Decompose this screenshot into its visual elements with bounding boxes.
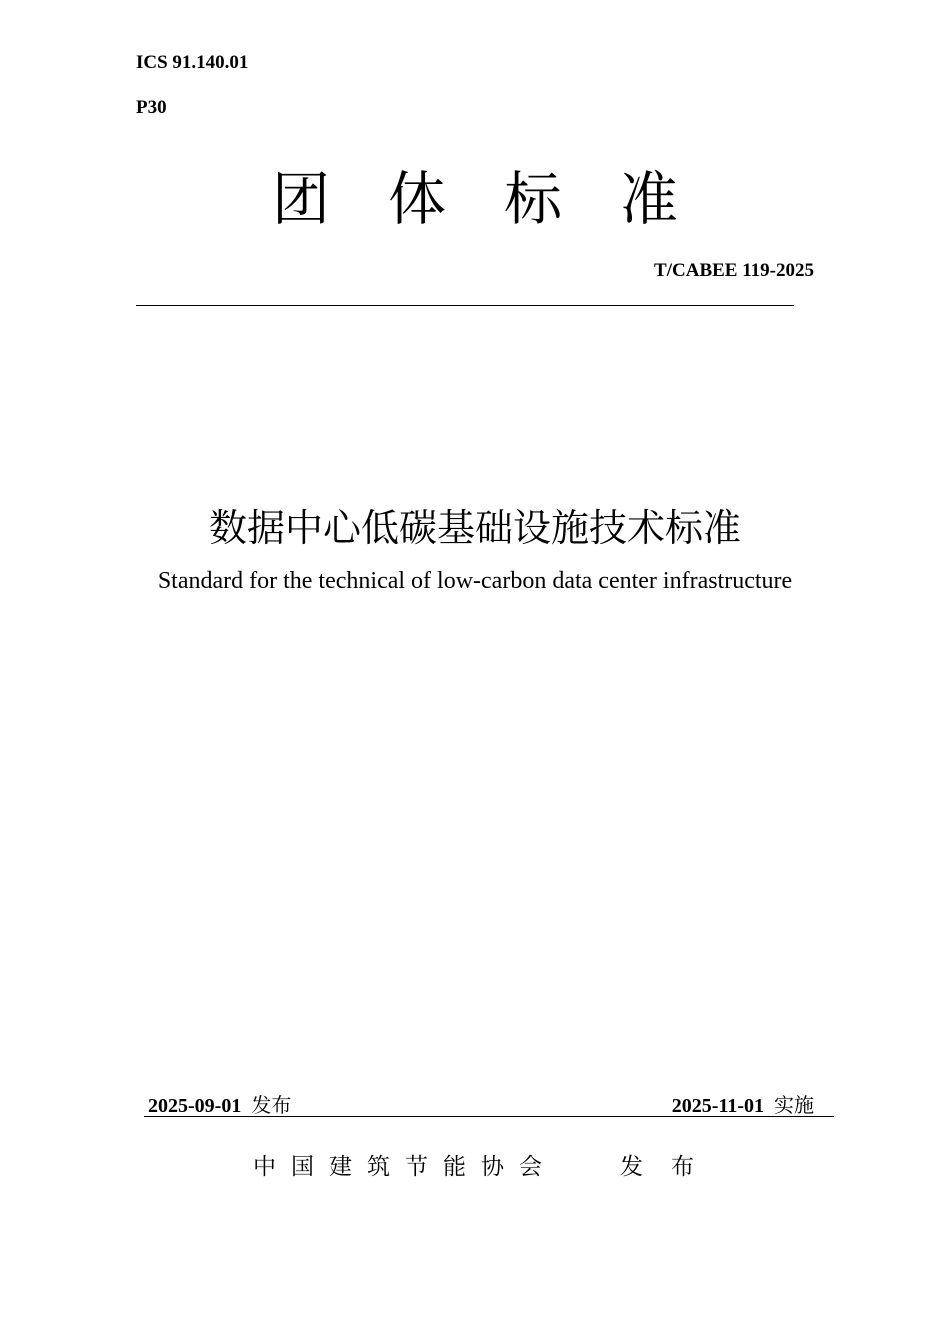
standard-number: T/CABEE 119-2025 [654,260,814,281]
document-title-chinese: 数据中心低碳基础设施技术标准 [208,506,741,550]
classification-code: P30 [136,97,167,118]
implement-date-line [672,1089,814,1118]
footer-divider [144,1116,834,1117]
implement-label: 实施 [774,1095,814,1117]
header-divider [136,305,794,306]
implement-date: 2025-11-01 [671,1095,764,1117]
publisher-name: 中国建筑节能协会 [253,1154,557,1180]
publish-date: 2025-09-01 [148,1095,242,1117]
publish-date-line [148,1089,291,1118]
document-title-english: Standard for the technical of low-carbon data center infrastructure [157,568,793,594]
ics-code: ICS 91.140.01 [136,52,249,73]
publish-label: 发布 [251,1095,292,1117]
standard-type-heading: 团体标准 [271,165,736,233]
publisher-action: 发布 [620,1154,722,1180]
